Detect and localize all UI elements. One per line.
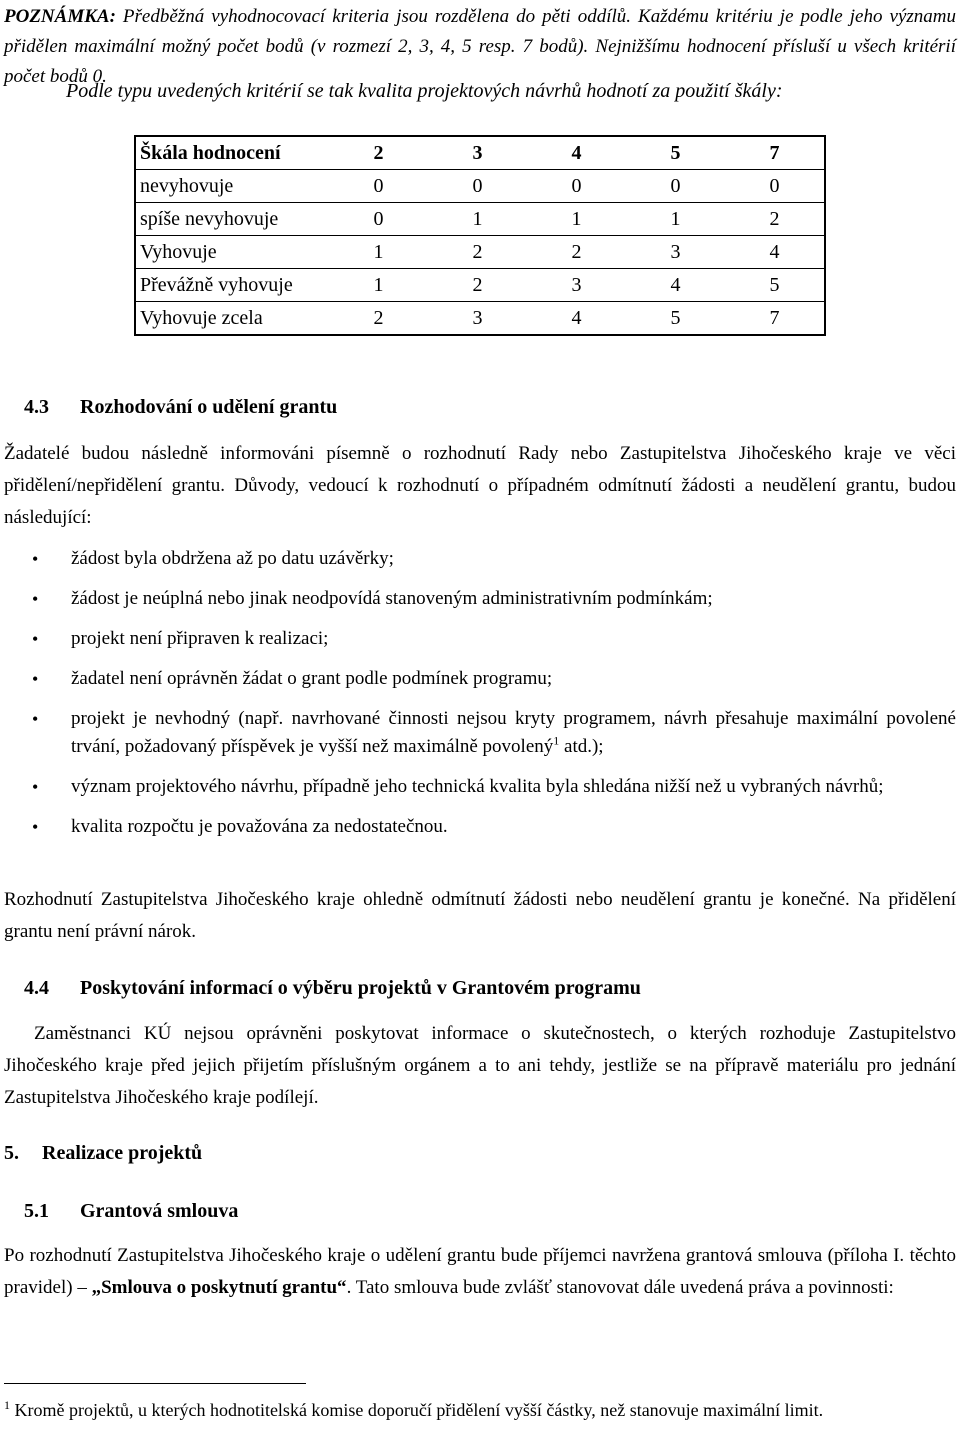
heading-title: Rozhodování o udělení grantu <box>80 396 338 418</box>
table-cell: 2 <box>527 236 626 269</box>
list-item-text: projekt je nevhodný (např. navrhované činnosti nejsou kryty programem, návrh přesahuje maximální povolené trvání, požadovaný příspěvek je vyšší než maximálně povolený <box>71 708 956 757</box>
bullet-icon: • <box>32 817 39 837</box>
note-label: POZNÁMKA: <box>4 6 116 27</box>
table-cell: 4 <box>626 269 725 302</box>
section-4-3-intro: Žadatelé budou následně informováni písemně o rozhodnutí Rady nebo Zastupitelstva Jihočeského kraje ve věci přidělení/nepřidělení grantu. Důvody, vedoucí k rozhodnutí o případném odmítnutí žádosti a neudělení grantu, budou následující: <box>4 443 956 528</box>
bullet-icon: • <box>32 669 39 689</box>
bullet-icon: • <box>32 549 39 569</box>
table-cell: 1 <box>428 203 527 236</box>
heading-title: Poskytování informací o výběru projektů v Grantovém programu <box>80 977 641 999</box>
bullet-icon: • <box>32 777 39 797</box>
table-cell: 4 <box>725 236 825 269</box>
scale-intro: Podle typu uvedených kritérií se tak kvalita projektových návrhů hodnotí za použití škály: <box>66 80 783 102</box>
footnote-mark: 1 <box>4 1398 10 1412</box>
table-cell: 1 <box>527 203 626 236</box>
table-cell: 2 <box>428 269 527 302</box>
table-header-row <box>135 136 825 170</box>
heading-number: 4.3 <box>24 396 49 418</box>
list-item <box>0 665 956 693</box>
table-row <box>135 203 825 236</box>
table-header-cell: 4 <box>527 136 626 170</box>
list-item-text: žádost byla obdržena až po datu uzávěrky; <box>71 548 394 569</box>
list-item <box>0 813 956 841</box>
heading-number: 5.1 <box>24 1200 49 1222</box>
list-item <box>0 705 956 761</box>
footnote-divider <box>4 1383 306 1384</box>
contract-name: „Smlouva o poskytnutí grantu“ <box>91 1277 347 1298</box>
table-header-cell: 7 <box>725 136 825 170</box>
list-item-text: projekt není připraven k realizaci; <box>71 628 329 649</box>
list-item <box>0 625 956 653</box>
table-cell: 0 <box>527 170 626 203</box>
footnote-reference: 1 <box>553 733 560 748</box>
table-cell: nevyhovuje <box>135 170 329 203</box>
table-cell: 0 <box>428 170 527 203</box>
heading-5-1 <box>24 1200 238 1223</box>
note-text: Předběžná vyhodnocovací kriteria jsou rozdělena do pěti oddílů. Každému kritériu je podle jeho významu přidělen maximální možný počet bodů (v rozmezí 2, 3, 4, 5 resp. 7 bodů). Nejnižšímu hodnocení přísluší u všech kritérií počet bodů 0. <box>4 6 956 87</box>
table-cell: Vyhovuje zcela <box>135 302 329 336</box>
table-cell: 4 <box>527 302 626 336</box>
table-row <box>135 302 825 336</box>
table-cell: 0 <box>329 170 428 203</box>
rating-scale-table <box>134 135 826 336</box>
heading-4-3 <box>24 396 337 419</box>
table-cell: 3 <box>428 302 527 336</box>
table-cell: spíše nevyhovuje <box>135 203 329 236</box>
table-row <box>135 269 825 302</box>
heading-number: 4.4 <box>24 977 49 999</box>
heading-title: Grantová smlouva <box>80 1200 239 1222</box>
evaluation-note <box>4 2 956 92</box>
list-item <box>0 773 956 801</box>
text-part: . Tato smlouva bude zvlášť stanovovat dále uvedená práva a povinnosti: <box>346 1277 894 1298</box>
footnote <box>4 1397 954 1423</box>
heading-title: Realizace projektů <box>42 1142 203 1164</box>
list-item-text: žádost je neúplná nebo jinak neodpovídá stanoveným administrativním podmínkám; <box>71 588 713 609</box>
table-cell: 2 <box>329 302 428 336</box>
table-header-cell: 5 <box>626 136 725 170</box>
table-cell: 1 <box>626 203 725 236</box>
table-header-cell: Škála hodnocení <box>135 136 329 170</box>
list-item-text: žadatel není oprávněn žádat o grant podle podmínek programu; <box>71 668 553 689</box>
table-cell: Převážně vyhovuje <box>135 269 329 302</box>
table-cell: 0 <box>626 170 725 203</box>
footnote-text: Kromě projektů, u kterých hodnotitelská komise doporučí přidělení vyšší částky, než stanovuje maximální limit. <box>10 1400 824 1420</box>
heading-4-4 <box>24 977 641 1000</box>
table-cell: 3 <box>527 269 626 302</box>
list-item <box>0 585 956 613</box>
bullet-icon: • <box>32 709 39 729</box>
table-header-cell: 2 <box>329 136 428 170</box>
table-cell: 2 <box>725 203 825 236</box>
list-item-text: význam projektového návrhu, případně jeho technická kvalita byla shledána nižší než u vybraných návrhů; <box>71 776 884 797</box>
table-cell: 7 <box>725 302 825 336</box>
table-cell: 1 <box>329 269 428 302</box>
rejection-reasons-list <box>0 545 956 841</box>
table-row <box>135 236 825 269</box>
table-cell: 0 <box>329 203 428 236</box>
table-cell: 0 <box>725 170 825 203</box>
section-4-3-closing: Rozhodnutí Zastupitelstva Jihočeského kraje ohledně odmítnutí žádosti nebo neudělení grantu je konečné. Na přidělení grantu není právní nárok. <box>4 889 956 942</box>
table-cell: 5 <box>626 302 725 336</box>
list-item <box>0 545 956 573</box>
bullet-icon: • <box>32 589 39 609</box>
table-cell: 5 <box>725 269 825 302</box>
table-row <box>135 170 825 203</box>
heading-5 <box>4 1142 202 1165</box>
bullet-icon: • <box>32 629 39 649</box>
section-5-1-text <box>4 1240 956 1304</box>
table-header-cell: 3 <box>428 136 527 170</box>
list-item-text: kvalita rozpočtu je považována za nedostatečnou. <box>71 816 448 837</box>
list-item-text-tail: atd.); <box>559 736 604 757</box>
table-cell: 1 <box>329 236 428 269</box>
table-cell: 2 <box>428 236 527 269</box>
heading-number: 5. <box>4 1142 19 1164</box>
table-cell: 3 <box>626 236 725 269</box>
table-cell: Vyhovuje <box>135 236 329 269</box>
section-4-4-text: Zaměstnanci KÚ nejsou oprávněni poskytovat informace o skutečnostech, o kterých rozhoduje Zastupitelstvo Jihočeského kraje před jejich přijetím příslušným orgánem a to ani tehdy, jestliže se na přípravě materiálu pro jednání Zastupitelstva Jihočeského kraje podílejí. <box>4 1023 956 1108</box>
text-part: Po rozhodnutí Zastupitelstva Jihočeského kraje o udělení grantu bude příjemci navržena grantová smlouva (příloha I. těchto pravidel) – <box>4 1245 956 1298</box>
